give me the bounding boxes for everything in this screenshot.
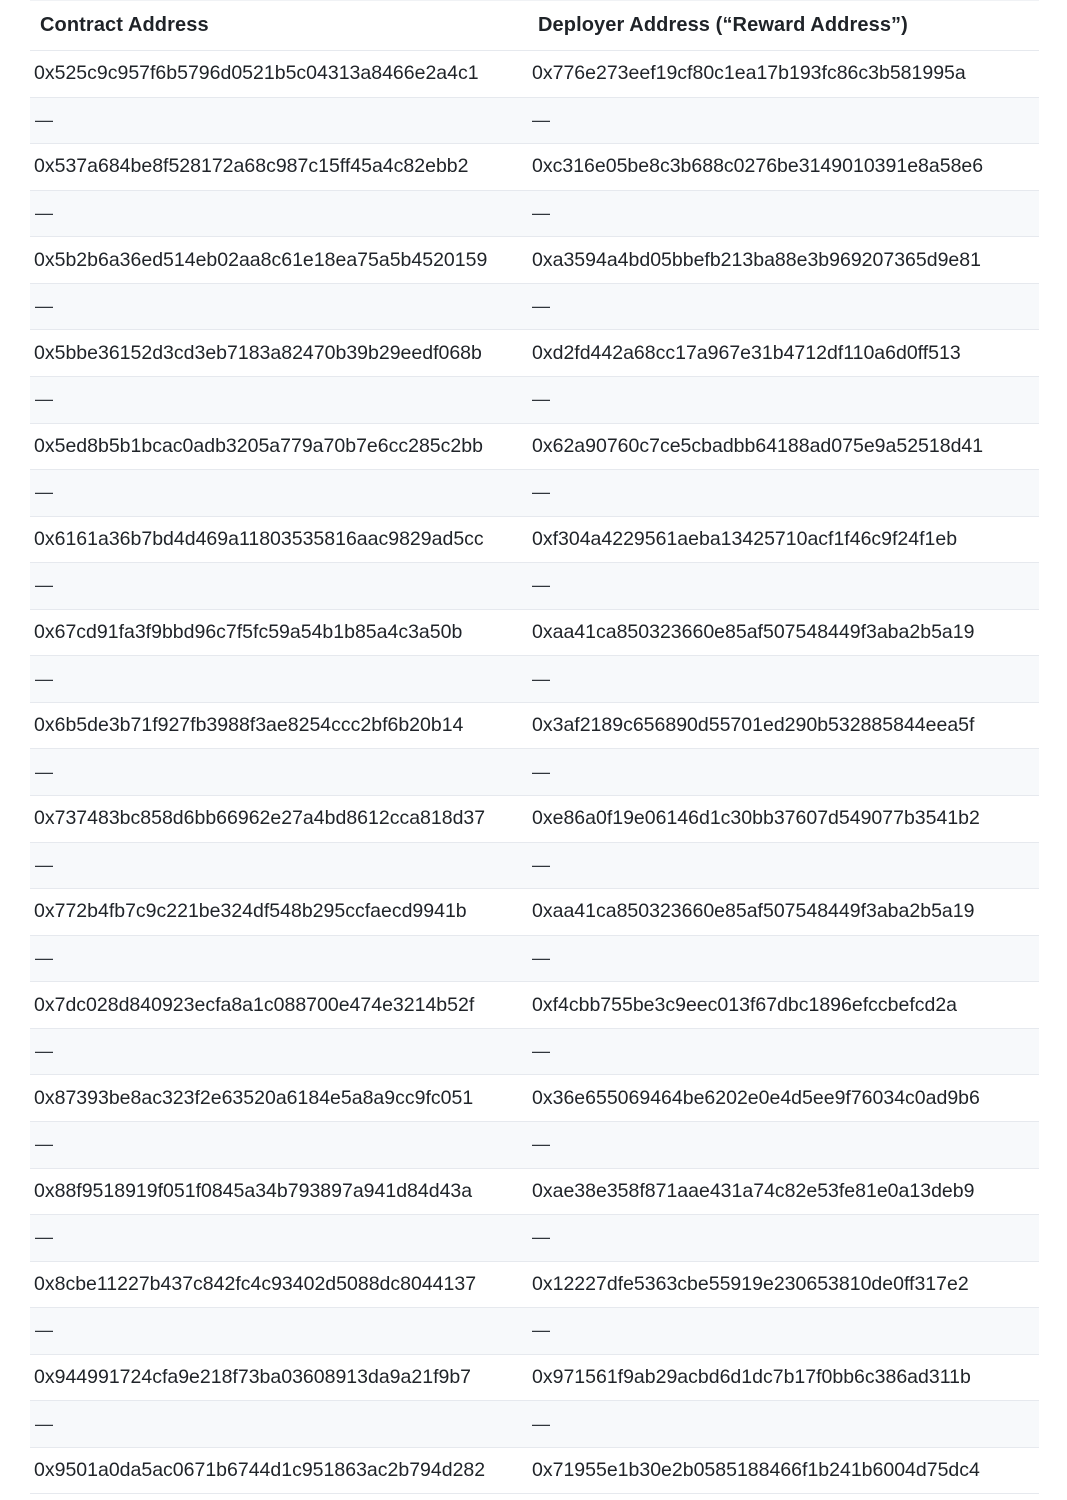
table-row — [30, 1401, 1039, 1448]
contract-address-cell: — — [30, 656, 527, 703]
contract-address-cell: — — [30, 1028, 527, 1075]
table-row — [30, 1168, 1039, 1215]
contract-address-cell: — — [30, 935, 527, 982]
table-row — [30, 1447, 1039, 1494]
deployer-address-cell: 0x36e655069464be6202e0e4d5ee9f76034c0ad9b6 — [527, 1075, 1039, 1122]
table-row — [30, 376, 1039, 423]
contract-address-cell: 0x5ed8b5b1bcac0adb3205a779a70b7e6cc285c2bb — [30, 423, 527, 470]
table-row — [30, 1075, 1039, 1122]
contract-address-cell: 0x772b4fb7c9c221be324df548b295ccfaecd9941b — [30, 889, 527, 936]
contract-address-cell: 0x537a684be8f528172a68c987c15ff45a4c82ebb2 — [30, 144, 527, 191]
deployer-address-cell: 0x12227dfe5363cbe55919e230653810de0ff317e2 — [527, 1261, 1039, 1308]
table-row — [30, 51, 1039, 98]
contract-address-cell: — — [30, 1121, 527, 1168]
deployer-address-cell: 0x3af2189c656890d55701ed290b532885844eea5f — [527, 702, 1039, 749]
table-body — [30, 51, 1039, 1494]
table-row — [30, 283, 1039, 330]
contract-address-cell: 0x525c9c957f6b5796d0521b5c04313a8466e2a4c1 — [30, 51, 527, 98]
table-row — [30, 656, 1039, 703]
contract-address-cell: — — [30, 470, 527, 517]
contract-address-cell: 0x8cbe11227b437c842fc4c93402d5088dc8044137 — [30, 1261, 527, 1308]
contract-address-cell: — — [30, 283, 527, 330]
contract-address-cell: 0x6161a36b7bd4d469a11803535816aac9829ad5cc — [30, 516, 527, 563]
contract-address-cell: — — [30, 376, 527, 423]
table-row — [30, 1028, 1039, 1075]
table-row — [30, 1121, 1039, 1168]
contract-address-cell: 0x67cd91fa3f9bbd96c7f5fc59a54b1b85a4c3a50b — [30, 609, 527, 656]
table-row — [30, 702, 1039, 749]
deployer-address-cell: 0xaa41ca850323660e85af507548449f3aba2b5a19 — [527, 889, 1039, 936]
table-row — [30, 237, 1039, 284]
table-row — [30, 889, 1039, 936]
deployer-address-cell: 0x71955e1b30e2b0585188466f1b241b6004d75dc4 — [527, 1447, 1039, 1494]
deployer-address-cell: 0xf304a4229561aeba13425710acf1f46c9f24f1eb — [527, 516, 1039, 563]
table-row — [30, 470, 1039, 517]
deployer-address-cell: 0x971561f9ab29acbd6d1dc7b17f0bb6c386ad311b — [527, 1354, 1039, 1401]
contract-address-cell: 0x737483bc858d6bb66962e27a4bd8612cca818d37 — [30, 796, 527, 843]
deployer-address-cell: 0xaa41ca850323660e85af507548449f3aba2b5a19 — [527, 609, 1039, 656]
deployer-address-cell: — — [527, 1401, 1039, 1448]
table-header — [30, 1, 1039, 51]
deployer-address-cell: — — [527, 656, 1039, 703]
contract-address-cell: — — [30, 749, 527, 796]
deployer-address-cell: — — [527, 842, 1039, 889]
contract-address-cell: 0x6b5de3b71f927fb3988f3ae8254ccc2bf6b20b14 — [30, 702, 527, 749]
deployer-address-cell: 0xc316e05be8c3b688c0276be3149010391e8a58e6 — [527, 144, 1039, 191]
table-row — [30, 842, 1039, 889]
contract-address-cell: — — [30, 1401, 527, 1448]
deployer-address-cell: — — [527, 376, 1039, 423]
table-row — [30, 1308, 1039, 1355]
deployer-address-cell: 0xd2fd442a68cc17a967e31b4712df110a6d0ff513 — [527, 330, 1039, 377]
table-row — [30, 1354, 1039, 1401]
deployer-address-cell: — — [527, 470, 1039, 517]
contract-address-cell: 0x7dc028d840923ecfa8a1c088700e474e3214b52f — [30, 982, 527, 1029]
table-row — [30, 1215, 1039, 1262]
deployer-address-cell: 0xe86a0f19e06146d1c30bb37607d549077b3541b2 — [527, 796, 1039, 843]
header-row — [30, 1, 1039, 51]
header-contract-address: Contract Address — [30, 1, 527, 51]
table-row — [30, 423, 1039, 470]
contract-address-cell: — — [30, 1308, 527, 1355]
table-row — [30, 516, 1039, 563]
deployer-address-cell: — — [527, 1308, 1039, 1355]
deployer-address-cell: 0xae38e358f871aae431a74c82e53fe81e0a13deb9 — [527, 1168, 1039, 1215]
contract-address-cell: — — [30, 1215, 527, 1262]
address-table — [30, 0, 1039, 1494]
contract-address-cell: 0x9501a0da5ac0671b6744d1c951863ac2b794d282 — [30, 1447, 527, 1494]
deployer-address-cell: — — [527, 1215, 1039, 1262]
deployer-address-cell: 0x62a90760c7ce5cbadbb64188ad075e9a52518d41 — [527, 423, 1039, 470]
contract-address-cell: — — [30, 190, 527, 237]
table-row — [30, 97, 1039, 144]
deployer-address-cell: 0x776e273eef19cf80c1ea17b193fc86c3b581995a — [527, 51, 1039, 98]
table-row — [30, 749, 1039, 796]
contract-address-cell: 0x87393be8ac323f2e63520a6184e5a8a9cc9fc051 — [30, 1075, 527, 1122]
deployer-address-cell: 0xa3594a4bd05bbefb213ba88e3b969207365d9e81 — [527, 237, 1039, 284]
header-deployer-address: Deployer Address (“Reward Address”) — [527, 1, 1039, 51]
deployer-address-cell: — — [527, 563, 1039, 610]
table-row — [30, 982, 1039, 1029]
table-row — [30, 796, 1039, 843]
contract-address-cell: 0x944991724cfa9e218f73ba03608913da9a21f9b7 — [30, 1354, 527, 1401]
contract-address-cell: 0x88f9518919f051f0845a34b793897a941d84d43a — [30, 1168, 527, 1215]
deployer-address-cell: — — [527, 935, 1039, 982]
deployer-address-cell: 0xf4cbb755be3c9eec013f67dbc1896efccbefcd2a — [527, 982, 1039, 1029]
table-row — [30, 190, 1039, 237]
deployer-address-cell: — — [527, 1028, 1039, 1075]
table-row — [30, 609, 1039, 656]
deployer-address-cell: — — [527, 1121, 1039, 1168]
contract-address-cell: 0x5b2b6a36ed514eb02aa8c61e18ea75a5b4520159 — [30, 237, 527, 284]
table-row — [30, 330, 1039, 377]
contract-address-cell: — — [30, 842, 527, 889]
table-row — [30, 1261, 1039, 1308]
deployer-address-cell: — — [527, 283, 1039, 330]
table-row — [30, 935, 1039, 982]
deployer-address-cell: — — [527, 749, 1039, 796]
table-row — [30, 563, 1039, 610]
contract-address-cell: — — [30, 97, 527, 144]
deployer-address-cell: — — [527, 97, 1039, 144]
deployer-address-cell: — — [527, 190, 1039, 237]
contract-address-cell: — — [30, 563, 527, 610]
table-row — [30, 144, 1039, 191]
contract-address-cell: 0x5bbe36152d3cd3eb7183a82470b39b29eedf068b — [30, 330, 527, 377]
